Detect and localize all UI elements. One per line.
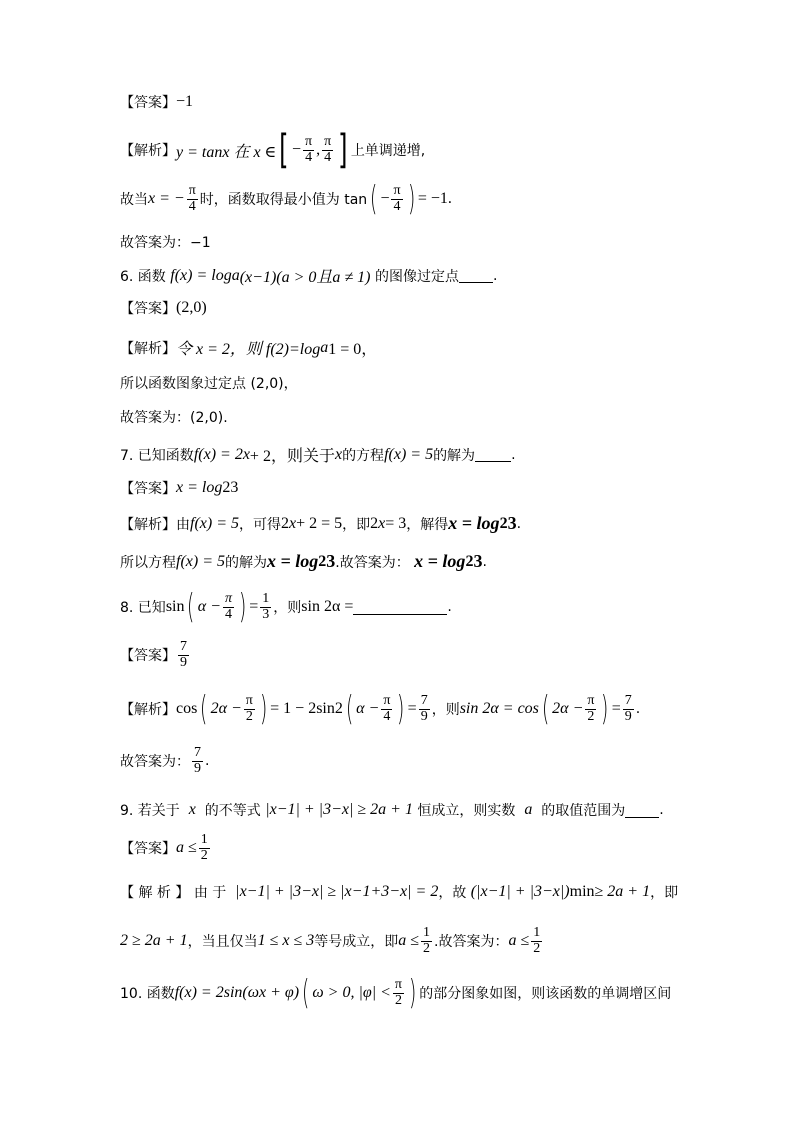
q6-stem-sub: a xyxy=(231,266,240,284)
q8-paren1-open: ( xyxy=(200,689,208,729)
q7-stem-post: 的解为 xyxy=(433,447,476,464)
q10-paren-open: ( xyxy=(302,973,310,1013)
q8-paren3-close: ) xyxy=(601,689,609,729)
q10-stem-frac: $\frac{\pi}{2}$ xyxy=(394,976,402,1008)
q8-stem-pre: 8. 已知 xyxy=(120,600,166,616)
q7-analysis-sol: x = log xyxy=(448,513,500,533)
q7-answer-end: 3 xyxy=(230,479,239,496)
q5-final-text: 故答案为：−1 xyxy=(120,235,211,251)
q6-line2 xyxy=(120,373,298,393)
q9-line2-mid2: 等号成立，即 xyxy=(314,934,399,951)
q7-analysis-mid3: ，解得 xyxy=(406,516,449,533)
q6-line2-text: 所以函数图象过定点 (2,0)， xyxy=(120,376,298,392)
q8-final-pre: 故答案为： xyxy=(120,754,190,771)
q9-stem-x: x xyxy=(188,801,196,818)
q8-paren1-close: ) xyxy=(259,689,268,729)
q8-paren-open: ( xyxy=(187,587,195,627)
q9-blank xyxy=(625,803,659,818)
q6-answer-value: (2,0) xyxy=(176,299,207,316)
q9-line2-res: a ≤ xyxy=(398,932,420,950)
q6-stem-post: 的图像过定点 xyxy=(374,268,459,285)
q8-analysis-mid: ，则 xyxy=(431,702,460,718)
answer-label: 【答案】 xyxy=(120,648,176,665)
q7-analysis-sup2: x xyxy=(378,514,386,532)
q8-analysis-frac3: $\frac{7}{9}$ xyxy=(420,692,428,724)
q8-paren3-open: ( xyxy=(541,689,550,729)
q6-stem-f: f(x) = log xyxy=(170,266,232,284)
q6-analysis-text: 令 x = 2，则 f(2)=log xyxy=(176,341,321,358)
q7-analysis-eq2b: + 2 = 5 xyxy=(296,514,343,532)
q9-stem xyxy=(120,800,664,820)
q8-analysis-eq2: = xyxy=(407,700,417,717)
q8-stem-frac2: $\frac{1}{3}$ xyxy=(262,590,270,622)
q9-line2 xyxy=(120,926,544,956)
q7-line2-sol-end: 3 xyxy=(326,551,336,571)
q10-stem-pre: 10. 函数 xyxy=(120,986,175,1002)
q5-answer-line xyxy=(120,92,193,112)
q5-left-bracket: [ xyxy=(279,127,289,173)
q6-analysis-sub: a xyxy=(320,338,329,356)
analysis-label: 【解析】 xyxy=(120,702,176,718)
q7-stem-f: f(x) = 2 xyxy=(193,445,243,463)
q7-line2-mid: 的解为 xyxy=(225,554,267,571)
analysis-label: 【解析】 xyxy=(120,516,176,533)
q7-stem-sup: x xyxy=(242,445,250,463)
q9-stem-post: 的取值范围为 xyxy=(541,803,626,819)
q8-blank xyxy=(353,600,447,615)
q7-analysis-sup: x xyxy=(289,514,297,532)
analysis-label: 【解析】 xyxy=(120,143,176,159)
q8-final-frac: $\frac{7}{9}$ xyxy=(194,745,201,776)
q8-stem-mid: ，则 xyxy=(273,600,302,616)
answer-label: 【答案】 xyxy=(120,95,176,111)
q9-analysis-sub: min xyxy=(569,883,595,900)
q7-line2-pre: 所以方程 xyxy=(120,554,176,571)
q10-stem-f: f(x) = 2sin(ωx + φ) xyxy=(174,984,300,1001)
q7-line2-sub2: 2 xyxy=(465,552,474,570)
q7-answer-pre: x = log xyxy=(176,479,223,496)
q5-analysis-post: 上单调递增, xyxy=(350,143,426,159)
q7-stem-eq: f(x) = 5 xyxy=(384,445,434,463)
answer-label: 【答案】 xyxy=(120,841,176,858)
q5-comma: , xyxy=(316,141,321,158)
q9-stem-mid2: 恒成立，则实数 xyxy=(417,803,516,819)
q7-analysis-mid2: ，即 xyxy=(342,516,371,533)
q6-blank xyxy=(459,268,493,283)
q8-stem-sin: sin xyxy=(165,598,185,615)
q8-paren-close: ) xyxy=(238,587,247,627)
q8-stem-frac: $\frac{\pi}{4}$ xyxy=(224,590,232,622)
q8-paren2-open: ( xyxy=(345,689,354,729)
q8-stem xyxy=(120,587,452,627)
q7-line2-sub: 2 xyxy=(318,552,327,570)
q7-stem-x: x xyxy=(334,445,343,463)
q5-line2-frac2: $\frac{\pi}{4}$ xyxy=(393,182,401,214)
q8-analysis-a3: 2α − xyxy=(552,700,584,717)
q7-analysis-sol-sub: 2 xyxy=(499,514,508,532)
q7-stem-end: . xyxy=(511,446,516,463)
q7-line2-eq: f(x) = 5 xyxy=(176,552,225,570)
q8-analysis-frac4: $\frac{\pi}{2}$ xyxy=(587,692,595,724)
q8-stem-eq: = xyxy=(249,598,259,615)
q10-stem xyxy=(120,973,672,1013)
q6-final xyxy=(120,407,228,427)
q5-analysis-pre: y = tanx 在 x ∈ xyxy=(176,143,277,161)
q8-final xyxy=(120,746,209,776)
q7-analysis-mid: ，可得 xyxy=(239,516,281,533)
q8-analysis-cos: cos xyxy=(176,700,198,717)
answer-label: 【答案】 xyxy=(120,481,176,497)
q7-analysis-sol-end: 3 xyxy=(507,513,517,533)
q9-analysis-eq: |x−1| + |3−x| ≥ |x−1+3−x| = 2 xyxy=(235,883,439,900)
q7-answer xyxy=(120,478,238,498)
q6-stem xyxy=(120,264,497,287)
q7-stem xyxy=(120,443,516,466)
q7-analysis-dot: . xyxy=(516,515,522,532)
q6-stem-end: . xyxy=(492,267,498,284)
q5-paren-close: ) xyxy=(407,179,415,219)
q7-stem-mid: + 2，则关于 xyxy=(249,448,335,465)
q8-stem-alpha: α − xyxy=(197,598,221,615)
q7-answer-sub: 2 xyxy=(222,479,231,496)
q7-analysis-eq2: 2 xyxy=(281,514,289,532)
q7-line2-sol2: x = log xyxy=(414,551,466,571)
q6-final-text: 故答案为：(2,0). xyxy=(120,410,228,426)
q7-analysis-eq3b: = 3 xyxy=(385,514,407,532)
q8-analysis-eq3: = xyxy=(611,700,621,717)
q6-stem-mid: (x−1)(a > 0且a ≠ 1) xyxy=(239,269,371,286)
q9-analysis-end: ，即 xyxy=(650,885,679,901)
q8-answer-frac: $\frac{7}{9}$ xyxy=(180,639,187,670)
q6-answer xyxy=(120,298,207,318)
q9-line2-frac2: $\frac{1}{2}$ xyxy=(533,925,541,956)
q8-final-end: . xyxy=(205,753,210,770)
q5-interval-minus: − xyxy=(292,141,302,158)
q9-stem-mid: 的不等式 xyxy=(204,803,261,819)
q8-analysis-frac2: $\frac{\pi}{4}$ xyxy=(383,692,391,724)
q5-analysis-line xyxy=(120,127,426,173)
q8-analysis-a: 2α − xyxy=(210,700,242,717)
analysis-label: 【 解 析 】 xyxy=(120,885,190,901)
q5-line2-frac: $\frac{\pi}{4}$ xyxy=(188,182,196,214)
q6-analysis-end: 1 = 0， xyxy=(328,341,378,358)
q9-analysis-eq2b: ≥ 2a + 1 xyxy=(594,883,651,900)
analysis-label: 【解析】 xyxy=(120,340,176,357)
q9-analysis-mid: ，故 xyxy=(438,885,467,901)
q8-analysis-eq: = 1 − 2sin xyxy=(270,700,335,717)
answer-label: 【答案】 xyxy=(120,301,176,317)
q8-stem-q: sin 2α = xyxy=(301,598,354,615)
q7-line2 xyxy=(120,551,487,572)
q6-analysis xyxy=(120,336,377,359)
q9-line2-frac: $\frac{1}{2}$ xyxy=(423,925,431,956)
q9-answer-frac: $\frac{1}{2}$ xyxy=(200,832,208,863)
q5-right-bracket: ] xyxy=(338,127,348,173)
q7-analysis-eq: f(x) = 5 xyxy=(190,514,239,532)
q9-line2-mid: ，当且仅当 xyxy=(187,934,258,951)
q9-stem-pre: 9. 若关于 xyxy=(120,803,180,819)
q10-paren-close: ) xyxy=(408,973,417,1013)
q8-analysis-frac5: $\frac{7}{9}$ xyxy=(624,692,632,724)
q9-line2-mid3: .故答案为： xyxy=(434,934,509,951)
q7-blank xyxy=(475,447,511,462)
q9-line2-a: 2 ≥ 2a + 1 xyxy=(120,932,188,950)
q9-analysis-pre: 由 于 xyxy=(193,885,227,901)
q7-stem-pre: 7. 已知函数 xyxy=(120,447,194,464)
q8-analysis-frac1: $\frac{\pi}{2}$ xyxy=(245,692,253,724)
q5-frac-pi4-b: $\frac{\pi}{4}$ xyxy=(324,133,332,165)
q5-paren-open: ( xyxy=(370,179,378,219)
q8-answer xyxy=(120,640,191,670)
q5-analysis-line2 xyxy=(120,179,452,219)
q8-stem-end: . xyxy=(447,599,452,615)
q7-line2-sol2-end: 3 xyxy=(473,551,483,571)
q7-analysis xyxy=(120,513,521,534)
q5-minus: − xyxy=(380,190,390,207)
q7-stem-mid2: 的方程 xyxy=(342,447,385,464)
q9-analysis-eq2: (|x−1| + |3−x|) xyxy=(470,883,570,900)
q5-frac-pi4-a: $\frac{\pi}{4}$ xyxy=(305,133,313,165)
q9-answer xyxy=(120,833,212,863)
q7-analysis-eq3: 2 xyxy=(370,514,379,532)
q7-line2-sol: x = log xyxy=(267,551,319,571)
q9-line2-res2: a ≤ xyxy=(508,932,530,950)
q8-analysis-a2: α − xyxy=(356,700,380,717)
q8-analysis xyxy=(120,689,641,729)
q7-line2-end: . xyxy=(482,553,487,570)
q9-stem-ineq: |x−1| + |3−x| ≥ 2a + 1 xyxy=(265,801,413,818)
q10-stem-cond: ω > 0, |φ| < xyxy=(312,984,391,1001)
q8-analysis-end: . xyxy=(635,701,641,717)
q5-line2-end: = −1. xyxy=(417,190,452,207)
q5-answer-value: −1 xyxy=(176,93,194,110)
q9-stem-end: . xyxy=(659,802,664,818)
q8-analysis-sup: 2 xyxy=(334,700,343,717)
q8-analysis-sin: sin 2α = cos xyxy=(459,700,539,717)
q5-line2-mid: 时，函数取得最小值为 tan xyxy=(199,192,368,208)
q5-line2-pre: 故当 xyxy=(120,192,148,208)
q9-stem-a: a xyxy=(524,801,533,818)
q9-line2-cond: 1 ≤ x ≤ 3 xyxy=(257,932,315,950)
q9-analysis xyxy=(120,882,678,902)
q8-paren2-close: ) xyxy=(397,689,405,729)
q5-final xyxy=(120,232,211,252)
q7-analysis-pre: 由 xyxy=(176,516,190,533)
q7-line2-mid2: .故答案为： xyxy=(335,554,410,571)
q10-stem-post: 的部分图象如图，则该函数的单调增区间 xyxy=(419,986,672,1002)
q6-stem-pre: 6. 函数 xyxy=(120,268,166,285)
q9-answer-pre: a ≤ xyxy=(176,839,197,857)
q5-line2-x: x = − xyxy=(148,190,185,207)
